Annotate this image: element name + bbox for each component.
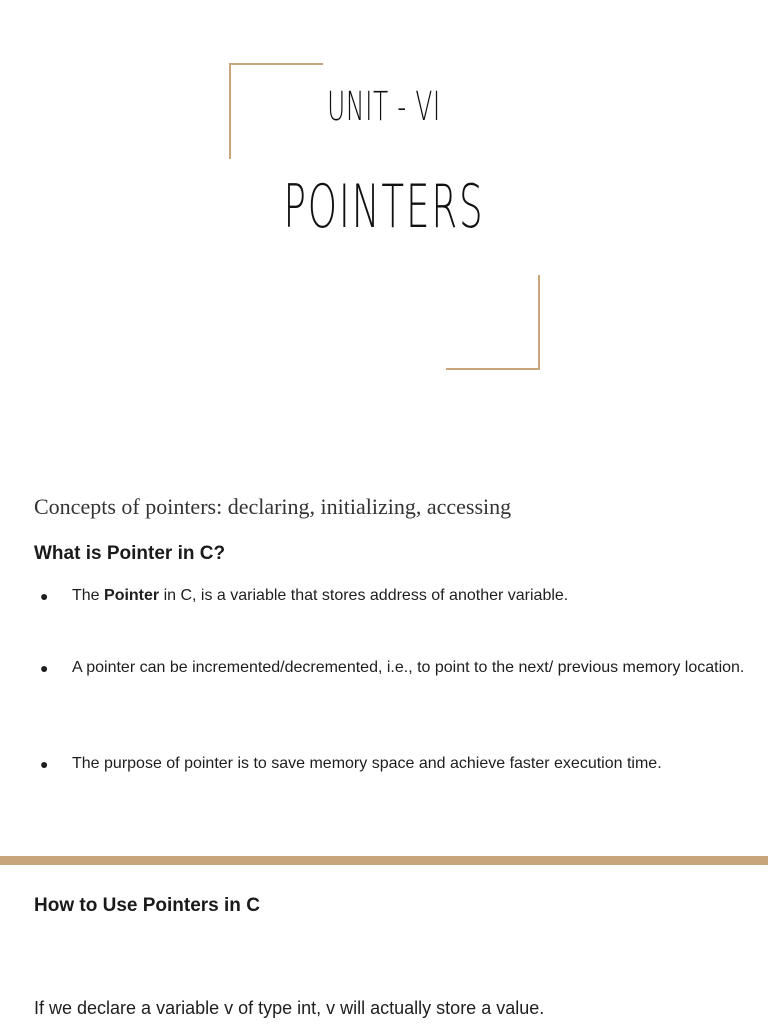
bottom-right-corner-bracket [446,275,540,370]
bullet-dot-icon: ● [40,660,49,676]
list-item [34,584,768,608]
bullet-text: The purpose of pointer is to save memory space and achieve faster execution time. [72,755,662,772]
bullet-text-bold: Pointer [104,587,160,604]
bullet-text: A pointer can be incremented/decremented, i.e., to point to the next/ previous memory location. [72,659,745,676]
bullet-text-prefix: The [72,587,105,604]
page-title: POINTERS [283,172,485,242]
list-item [34,752,768,776]
section-divider [0,856,768,865]
topic-subtitle: Concepts of pointers: declaring, initializing, accessing [34,494,512,519]
list-item [34,656,768,680]
unit-label: UNIT - VI [327,84,441,130]
bullet-text-suffix: in C, is a variable that stores address of another variable. [159,587,569,604]
bullet-dot-icon: ● [40,588,49,604]
body-paragraph: If we declare a variable v of type int, v will actually store a value. [34,998,545,1018]
bullet-dot-icon: ● [40,756,49,772]
section-heading-what-is-pointer: What is Pointer in C? [34,543,226,564]
section-heading-how-to-use: How to Use Pointers in C [34,895,260,916]
